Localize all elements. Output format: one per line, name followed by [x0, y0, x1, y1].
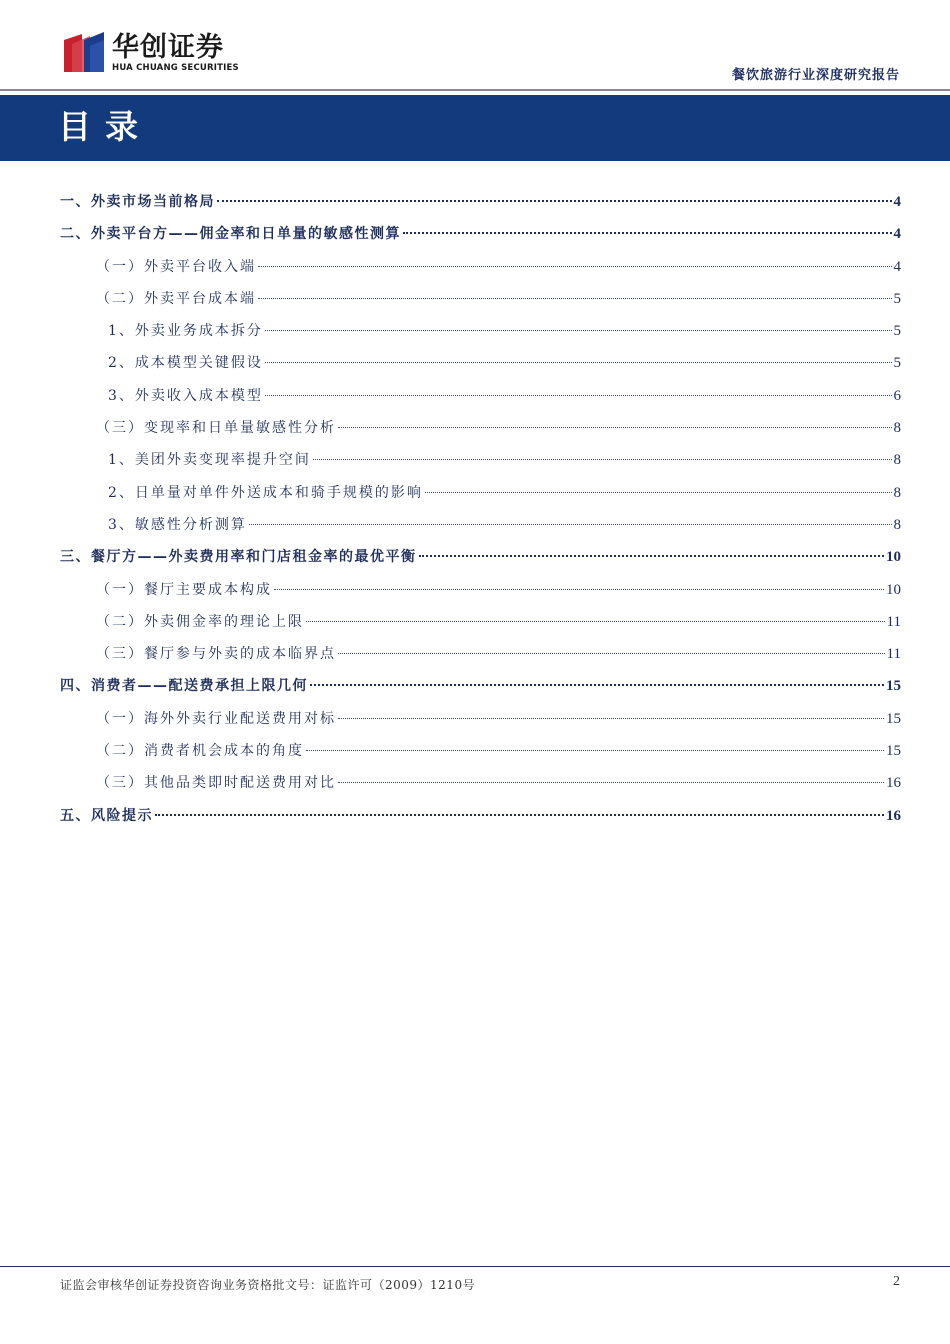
toc-entry[interactable] — [60, 380, 901, 412]
toc-entry-label: 三、餐厅方——外卖费用率和门店租金率的最优平衡 — [60, 549, 417, 566]
toc-entry-label: 二、外卖平台方——佣金率和日单量的敏感性测算 — [60, 226, 401, 243]
toc-entry-label: 五、风险提示 — [60, 807, 153, 824]
toc-entry-label: 1、美团外卖变现率提升空间 — [108, 452, 311, 469]
toc-entry[interactable] — [60, 670, 901, 702]
toc-dot-leader — [265, 395, 892, 396]
toc-entry-label: （二）外卖平台成本端 — [96, 290, 256, 307]
toc-dot-leader — [155, 814, 884, 816]
toc-entry-label: 一、外卖市场当前格局 — [60, 194, 215, 210]
toc-entry[interactable] — [60, 347, 901, 379]
toc-entry-label: （一）海外外卖行业配送费用对标 — [96, 710, 336, 727]
toc-entry-label: （三）其他品类即时配送费用对比 — [96, 775, 336, 792]
toc-dot-leader — [265, 330, 892, 331]
toc-dot-leader — [258, 298, 892, 299]
toc-entry-page: 5 — [893, 290, 901, 307]
toc-dot-leader — [425, 492, 892, 493]
toc-entry-page: 8 — [893, 452, 901, 469]
toc-entry[interactable] — [60, 251, 901, 283]
brand-name-cn: 华创证券 — [112, 31, 224, 63]
toc-entry-page: 10 — [886, 549, 901, 566]
toc-entry[interactable] — [60, 541, 901, 573]
toc-entry-label: 2、成本模型关键假设 — [108, 355, 263, 372]
footer-divider — [0, 1266, 950, 1267]
page-title: 目录 — [58, 107, 152, 146]
toc-entry[interactable] — [60, 509, 901, 541]
toc-entry[interactable] — [60, 735, 901, 767]
toc-entry[interactable] — [60, 444, 901, 476]
toc-entry-page: 4 — [893, 226, 901, 243]
toc-entry-page: 11 — [886, 646, 901, 663]
toc-dot-leader — [313, 459, 892, 460]
toc-entry-label: 3、敏感性分析测算 — [108, 516, 247, 533]
toc-dot-leader — [258, 266, 892, 267]
toc-entry-page: 16 — [886, 807, 901, 824]
toc-entry-label: 2、日单量对单件外送成本和骑手规模的影响 — [108, 484, 423, 501]
toc-entry-label: 1、外卖业务成本拆分 — [108, 323, 263, 340]
page-header — [0, 0, 950, 92]
toc-dot-leader — [306, 621, 885, 622]
toc-entry-page: 5 — [893, 323, 901, 340]
report-type-label: 餐饮旅游行业深度研究报告 — [731, 68, 900, 83]
toc-entry[interactable] — [60, 477, 901, 509]
toc-entry-page: 15 — [886, 678, 901, 695]
toc-dot-leader — [274, 589, 884, 590]
toc-dot-leader — [403, 232, 892, 234]
toc-entry-page: 15 — [886, 743, 901, 760]
toc-dot-leader — [310, 684, 884, 686]
toc-dot-leader — [265, 362, 892, 363]
toc-entry-label: （一）餐厅主要成本构成 — [96, 581, 272, 598]
brand-name-en: HUA CHUANG SECURITIES — [112, 62, 239, 73]
toc-entry-page: 8 — [893, 516, 901, 533]
toc-dot-leader — [249, 524, 892, 525]
toc-dot-leader — [217, 200, 892, 202]
header-divider — [0, 89, 950, 91]
toc-entry-label: 四、消费者——配送费承担上限几何 — [60, 678, 308, 695]
toc-entry-page: 15 — [886, 710, 901, 727]
toc-dot-leader — [338, 718, 884, 719]
toc-entry[interactable] — [60, 800, 901, 832]
toc-entry[interactable] — [60, 606, 901, 638]
toc-dot-leader — [306, 750, 884, 751]
logo-mark-icon — [60, 30, 106, 76]
toc-entry[interactable] — [60, 767, 901, 799]
toc-entry-page: 16 — [886, 775, 901, 792]
toc-entry[interactable] — [60, 574, 901, 606]
toc-entry-label: 3、外卖收入成本模型 — [108, 387, 263, 404]
toc-entry-page: 10 — [886, 581, 901, 598]
toc-entry-page: 4 — [893, 258, 901, 275]
toc-entry[interactable] — [60, 638, 901, 670]
toc-entry-page: 6 — [893, 387, 901, 404]
toc-entry[interactable] — [60, 703, 901, 735]
toc-entry-label: （二）消费者机会成本的角度 — [96, 743, 304, 760]
toc-entry-page: 8 — [893, 420, 901, 437]
toc-entry[interactable] — [60, 412, 901, 444]
toc-entry-page: 8 — [893, 484, 901, 501]
toc-entry-label: （三）餐厅参与外卖的成本临界点 — [96, 646, 336, 663]
table-of-contents — [60, 186, 901, 832]
toc-entry[interactable] — [60, 283, 901, 315]
toc-entry-label: （三）变现率和日单量敏感性分析 — [96, 420, 336, 437]
toc-entry-page: 11 — [886, 613, 901, 630]
toc-dot-leader — [338, 782, 884, 783]
toc-entry[interactable] — [60, 315, 901, 347]
toc-dot-leader — [338, 427, 892, 428]
toc-entry[interactable] — [60, 186, 901, 218]
license-statement: 证监会审核华创证券投资咨询业务资格批文号：证监许可（2009）1210号 — [60, 1278, 476, 1292]
title-banner — [0, 95, 950, 161]
toc-dot-leader — [419, 555, 885, 557]
page-number: 2 — [893, 1274, 900, 1289]
toc-entry-label: （二）外卖佣金率的理论上限 — [96, 613, 304, 630]
toc-entry-page: 5 — [893, 355, 901, 372]
company-logo — [60, 30, 239, 76]
toc-entry[interactable] — [60, 218, 901, 250]
toc-entry-label: （一）外卖平台收入端 — [96, 258, 256, 275]
toc-dot-leader — [338, 653, 885, 654]
toc-entry-page: 4 — [893, 194, 901, 210]
